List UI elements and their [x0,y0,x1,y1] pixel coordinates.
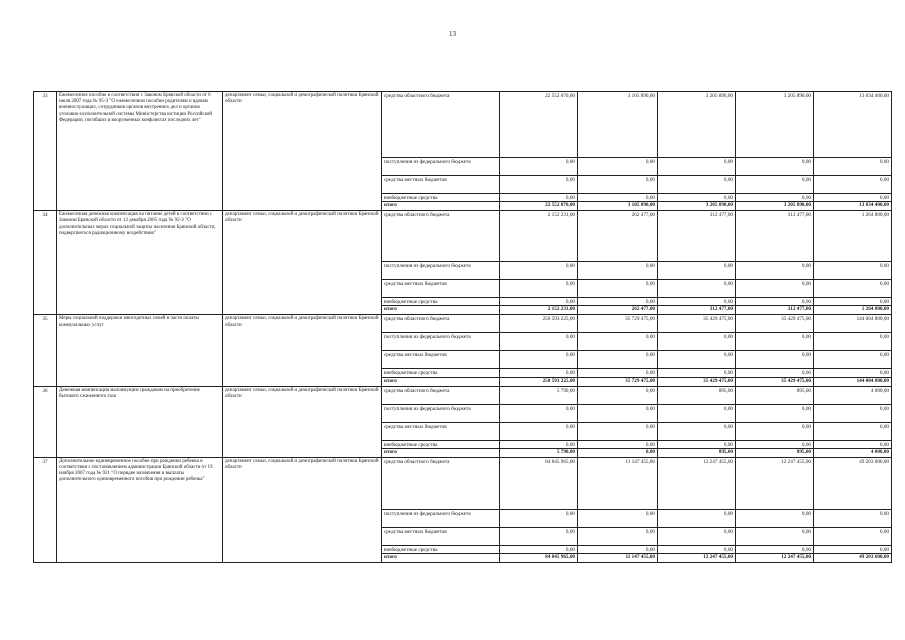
amount-cell: 35 429 475,00 [736,377,814,386]
amount-cell: 0,00 [578,527,658,545]
amount-cell: 0,00 [500,298,578,306]
row-number: 35 [34,315,57,386]
amount-cell: 0,00 [500,280,578,298]
amount-cell: 0,00 [814,527,892,545]
amount-cell: 84 845 965,00 [500,554,578,563]
amount-cell: 49 203 600,00 [814,457,892,509]
funding-source: средства местных бюджетов [382,280,500,298]
amount-cell: 0,00 [658,404,736,422]
amount-cell: 0,00 [578,509,658,527]
amount-cell: 12 247 455,00 [736,457,814,509]
amount-cell: 312 477,00 [736,211,814,262]
amount-cell: 0,00 [500,509,578,527]
amount-cell: 0,00 [500,404,578,422]
amount-cell: 84 845 965,00 [500,457,578,509]
amount-cell: 0,00 [658,545,736,553]
funding-source: итого [382,202,500,211]
amount-cell: 5 790,00 [500,448,578,457]
amount-cell: 0,00 [814,194,892,202]
funding-source: внебюджетные средства [382,194,500,202]
funding-source: поступления из федерального бюджета [382,509,500,527]
amount-cell: 13 034 400,00 [814,92,892,158]
amount-cell: 0,00 [578,194,658,202]
amount-cell: 312 477,00 [736,306,814,315]
amount-cell: 0,00 [814,262,892,280]
amount-cell: 0,00 [578,404,658,422]
amount-cell: 0,00 [736,422,814,440]
amount-cell: 0,00 [736,369,814,377]
amount-cell: 0,00 [658,422,736,440]
amount-cell: 0,00 [578,158,658,176]
amount-cell: 11 147 455,00 [578,554,658,563]
amount-cell: 35 429 475,00 [658,377,736,386]
amount-cell: 35 429 475,00 [658,315,736,333]
funding-source: внебюджетные средства [382,298,500,306]
amount-cell: 3 205 890,00 [658,92,736,158]
amount-cell: 312 477,00 [658,211,736,262]
amount-cell: 0,00 [736,351,814,369]
amount-cell: 0,00 [500,194,578,202]
amount-cell: 0,00 [500,176,578,194]
funding-source: итого [382,377,500,386]
amount-cell: 12 247 455,00 [736,554,814,563]
amount-cell: 0,00 [500,440,578,448]
funding-source: средства местных бюджетов [382,176,500,194]
funding-source: средства местных бюджетов [382,422,500,440]
amount-cell: 0,00 [814,404,892,422]
amount-cell: 13 034 400,00 [814,202,892,211]
amount-cell: 0,00 [814,369,892,377]
amount-cell: 250 593 225,00 [500,377,578,386]
amount-cell: 49 203 600,00 [814,554,892,563]
amount-cell: 0,00 [578,280,658,298]
funding-source: внебюджетные средства [382,440,500,448]
amount-cell: 0,00 [500,527,578,545]
funding-source: поступления из федерального бюджета [382,158,500,176]
funding-source: итого [382,306,500,315]
amount-cell: 0,00 [658,194,736,202]
amount-cell: 0,00 [736,280,814,298]
amount-cell: 0,00 [500,262,578,280]
amount-cell: 11 147 455,00 [578,457,658,509]
amount-cell: 144 004 800,00 [814,315,892,333]
amount-cell: 0,00 [658,440,736,448]
amount-cell: 3 205 890,00 [658,202,736,211]
amount-cell: 0,00 [736,194,814,202]
amount-cell: 12 247 455,00 [658,457,736,509]
amount-cell: 0,00 [658,262,736,280]
amount-cell: 0,00 [736,404,814,422]
measure-name: Ежемесячное пособие в соответствии с Законом Брянской области от 6 июля 2007 года № 95-З "О ежемесячном пособии родителям и вдовам военнослужащих, сотрудников органов внутренних дел и органов уголовно-исполнительной системы Министерства юстиции Российской Федерации, погибших в вооруженных конфликтах последних лет" [57,92,223,211]
amount-cell: 0,00 [814,158,892,176]
amount-cell: 0,00 [578,176,658,194]
amount-cell: 0,00 [814,176,892,194]
amount-cell: 0,00 [736,440,814,448]
budget-table [33,91,892,563]
amount-cell: 0,00 [500,158,578,176]
funding-source: итого [382,554,500,563]
table-row [34,386,892,404]
amount-cell: 3 105 890,00 [578,202,658,211]
amount-cell: 0,00 [814,545,892,553]
amount-cell: 1 264 800,00 [814,211,892,262]
funding-source: поступления из федерального бюджета [382,262,500,280]
amount-cell: 22 552 070,00 [500,202,578,211]
table-row [34,211,892,262]
executor: департамент семьи, социальной и демографической политики Брянской области [223,211,382,315]
amount-cell: 0,00 [814,298,892,306]
executor: департамент семьи, социальной и демографической политики Брянской области [223,386,382,457]
funding-source: средства областного бюджета [382,92,500,158]
amount-cell: 2 152 231,00 [500,306,578,315]
executor: департамент семьи, социальной и демографической политики Брянской области [223,457,382,562]
amount-cell: 12 247 455,00 [658,554,736,563]
table-row [34,457,892,509]
amount-cell: 312 477,00 [658,306,736,315]
amount-cell: 0,00 [658,351,736,369]
funding-source: средства областного бюджета [382,457,500,509]
amount-cell: 144 004 800,00 [814,377,892,386]
executor: департамент семьи, социальной и демографической политики Брянской области [223,92,382,211]
amount-cell: 0,00 [578,333,658,351]
amount-cell: 2 152 231,00 [500,211,578,262]
amount-cell: 5 790,00 [500,386,578,404]
row-number: 33 [34,92,57,211]
amount-cell: 35 729 475,00 [578,315,658,333]
amount-cell: 0,00 [736,298,814,306]
amount-cell: 0,00 [736,333,814,351]
amount-cell: 0,00 [658,176,736,194]
amount-cell: 0,00 [736,158,814,176]
amount-cell: 0,00 [814,509,892,527]
amount-cell: 4 000,00 [814,386,892,404]
amount-cell: 0,00 [578,262,658,280]
funding-source: поступления из федерального бюджета [382,333,500,351]
amount-cell: 0,00 [658,298,736,306]
measure-name: Ежемесячная денежная компенсация на питание детей в соответствии с Законом Брянской области от 13 декабря 2005 года № 92-З "О дополнительных мерах социальной защиты населения Брянской области, подвергшегося радиационному воздействию" [57,211,223,315]
amount-cell: 0,00 [658,280,736,298]
amount-cell: 3 205 890,00 [736,202,814,211]
amount-cell: 895,00 [658,448,736,457]
amount-cell: 0,00 [658,369,736,377]
table-row [34,315,892,333]
measure-name: Меры социальной поддержки многодетных семей в части оплаты коммунальных услуг [57,315,223,386]
amount-cell: 0,00 [578,440,658,448]
funding-source: поступления из федерального бюджета [382,404,500,422]
amount-cell: 895,00 [736,448,814,457]
amount-cell: 35 429 475,00 [736,315,814,333]
amount-cell: 0,00 [578,369,658,377]
amount-cell: 0,00 [814,422,892,440]
amount-cell: 0,00 [578,545,658,553]
row-number: 36 [34,386,57,457]
amount-cell: 0,00 [736,509,814,527]
amount-cell: 0,00 [500,545,578,553]
amount-cell: 0,00 [578,351,658,369]
amount-cell: 895,00 [658,386,736,404]
amount-cell: 250 593 225,00 [500,315,578,333]
amount-cell: 22 552 070,00 [500,92,578,158]
amount-cell: 0,00 [578,298,658,306]
row-number: 37 [34,457,57,562]
funding-source: средства областного бюджета [382,211,500,262]
amount-cell: 0,00 [736,527,814,545]
amount-cell: 0,00 [814,280,892,298]
amount-cell: 0,00 [814,333,892,351]
amount-cell: 0,00 [658,158,736,176]
amount-cell: 0,00 [814,351,892,369]
amount-cell: 262 477,00 [578,211,658,262]
funding-source: средства местных бюджетов [382,351,500,369]
amount-cell: 0,00 [500,333,578,351]
executor: департамент семьи, социальной и демографической политики Брянской области [223,315,382,386]
funding-source: внебюджетные средства [382,369,500,377]
amount-cell: 4 000,00 [814,448,892,457]
amount-cell: 0,00 [658,509,736,527]
amount-cell: 0,00 [658,333,736,351]
amount-cell: 0,00 [500,422,578,440]
amount-cell: 35 729 475,00 [578,377,658,386]
amount-cell: 1 264 800,00 [814,306,892,315]
measure-name: Денежная компенсация малоимущим гражданам на приобретение бытового сжиженного газа [57,386,223,457]
funding-source: внебюджетные средства [382,545,500,553]
table-row [34,92,892,158]
amount-cell: 3 205 890,00 [736,92,814,158]
funding-source: средства местных бюджетов [382,527,500,545]
amount-cell: 0,00 [736,176,814,194]
amount-cell: 0,00 [736,262,814,280]
amount-cell: 0,00 [578,422,658,440]
row-number: 34 [34,211,57,315]
amount-cell: 0,00 [578,448,658,457]
amount-cell: 0,00 [500,351,578,369]
amount-cell: 0,00 [814,440,892,448]
amount-cell: 0,00 [500,369,578,377]
amount-cell: 262 477,00 [578,306,658,315]
amount-cell: 0,00 [736,545,814,553]
amount-cell: 895,00 [736,386,814,404]
amount-cell: 3 105 890,00 [578,92,658,158]
funding-source: итого [382,448,500,457]
amount-cell: 0,00 [578,386,658,404]
amount-cell: 0,00 [658,527,736,545]
measure-name: Дополнительное единовременное пособие при рождении ребенка в соответствии с постановлением администрации Брянской области от 19 ноября 2007 года № 921 "О порядке назначения и выплаты дополнительного единовременного пособия при рождении ребенка" [57,457,223,562]
page-number: 13 [449,30,456,38]
funding-source: средства областного бюджета [382,315,500,333]
funding-source: средства областного бюджета [382,386,500,404]
